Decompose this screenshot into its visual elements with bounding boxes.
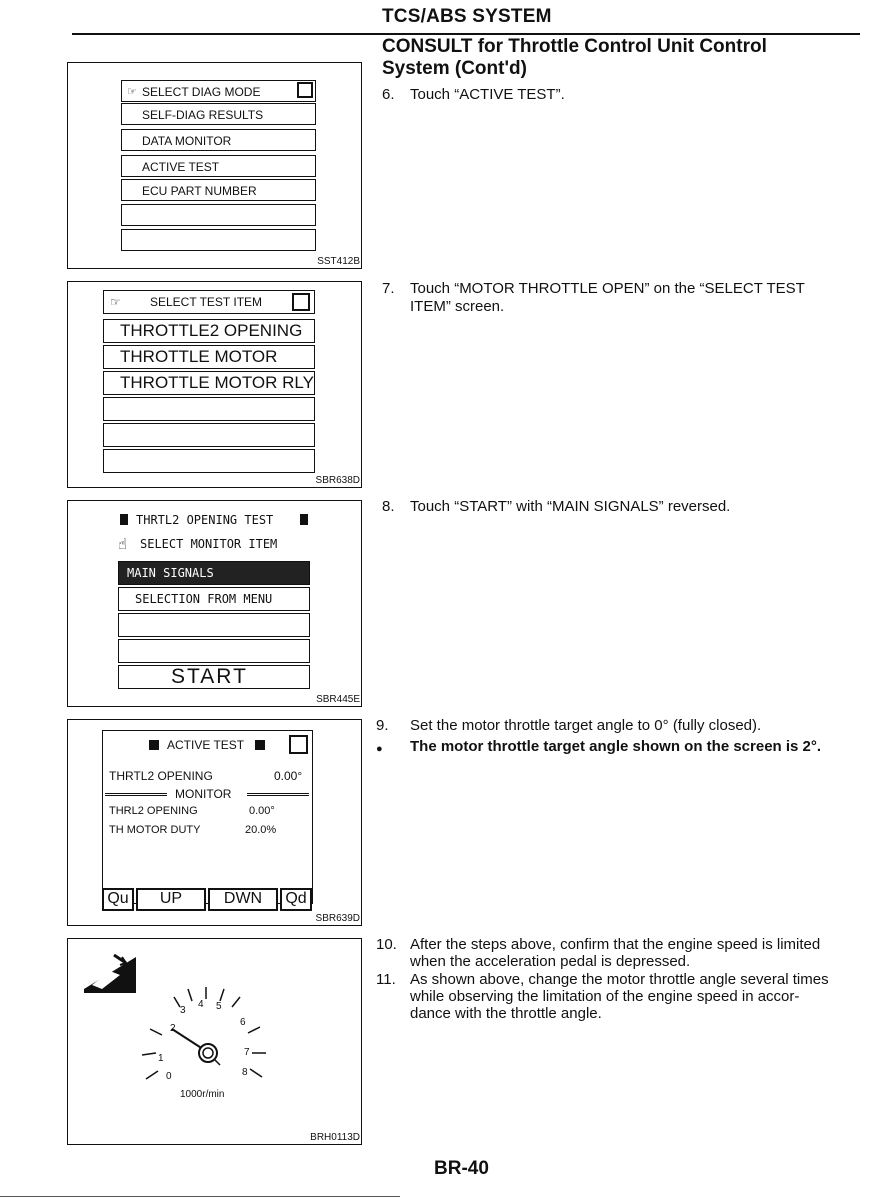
menu-item-empty[interactable]: [118, 613, 310, 637]
menu-item-main-signals-selected[interactable]: [118, 561, 310, 585]
dial-label: 1: [158, 1053, 164, 1064]
menu-item-empty[interactable]: [121, 229, 316, 251]
checkbox-icon[interactable]: [292, 293, 310, 311]
hand-icon: ☝: [118, 535, 128, 553]
monitor-subtitle: SELECT MONITOR ITEM: [140, 537, 278, 551]
menu-item-throttle-motor[interactable]: [103, 345, 315, 369]
hand-icon: ☞: [110, 295, 121, 309]
menu-label: THROTTLE MOTOR RLY: [120, 373, 314, 392]
active-test-screen: [102, 730, 313, 904]
figure-code: SBR445E: [316, 694, 360, 705]
divider-line: [105, 793, 167, 796]
menu-item-self-diag[interactable]: [121, 103, 316, 125]
footer-rule: [0, 1196, 400, 1197]
square-icon: [255, 740, 265, 750]
figure-code: SST412B: [317, 256, 360, 267]
square-icon: [120, 514, 128, 525]
menu-item-empty[interactable]: [118, 639, 310, 663]
step-text-line-2: when the acceleration pedal is depressed.: [410, 953, 691, 970]
active-test-title-row: [149, 738, 265, 754]
dial-unit: 1000r/min: [180, 1089, 225, 1100]
menu-label: ECU PART NUMBER: [142, 184, 257, 198]
bullet-icon: ●: [376, 743, 383, 755]
tick-mark: [248, 1027, 260, 1033]
step-9: [376, 717, 862, 737]
figure-code: BRH0113D: [310, 1132, 360, 1143]
step-6: [382, 86, 862, 106]
up-button[interactable]: UP: [136, 888, 206, 911]
menu-title: SELECT TEST ITEM: [150, 295, 263, 309]
tick-mark: [250, 1069, 262, 1077]
qu-button[interactable]: Qu: [102, 888, 134, 911]
menu-title-item[interactable]: [121, 80, 316, 102]
monitor-subtitle-row: [118, 537, 308, 555]
menu-item-ecu-part-number[interactable]: [121, 179, 316, 201]
row-label: THRTL2 OPENING: [109, 769, 213, 783]
menu-label: THROTTLE2 OPENING: [120, 321, 303, 340]
start-button[interactable]: [118, 665, 310, 689]
down-button[interactable]: DWN: [208, 888, 278, 911]
hand-icon: ☞: [127, 86, 137, 98]
checkbox-icon[interactable]: [297, 82, 313, 98]
page-heading: [382, 36, 852, 80]
step-text-line-2: while observing the limitation of the engine speed in accor-: [410, 988, 800, 1005]
heading-line-2: System (Cont'd): [382, 58, 527, 79]
figure-code: SBR639D: [315, 913, 360, 924]
dial-label: 5: [216, 1001, 222, 1012]
step-10: [376, 936, 862, 972]
step-number: 8.: [382, 498, 395, 515]
dial-label: 6: [240, 1017, 246, 1028]
menu-label: DATA MONITOR: [142, 134, 232, 148]
dial-label: 0: [166, 1071, 172, 1082]
menu-label: MAIN SIGNALS: [127, 566, 214, 580]
tachometer-dial: [128, 969, 288, 1109]
heading-line-1: CONSULT for Throttle Control Unit Control: [382, 36, 767, 57]
menu-title-item: [103, 290, 315, 314]
step-8: [382, 498, 862, 518]
menu-label: SELF-DIAG RESULTS: [142, 108, 264, 122]
step-11: [376, 971, 862, 1025]
figure-monitor-item: [67, 500, 362, 707]
row-value: 0.00°: [274, 769, 303, 783]
tick-mark: [188, 989, 192, 1001]
step-text-line-3: dance with the throttle angle.: [410, 1005, 602, 1022]
menu-item-data-monitor[interactable]: [121, 129, 316, 151]
menu-item-empty[interactable]: [103, 423, 315, 447]
step-text: Touch “ACTIVE TEST”.: [410, 86, 565, 103]
figure-select-test-item: [67, 281, 362, 488]
step-text-line-1: Touch “MOTOR THROTTLE OPEN” on the “SELECT TEST: [410, 280, 805, 297]
tick-mark: [150, 1029, 162, 1035]
dial-label: 7: [244, 1047, 250, 1058]
divider-line: [247, 793, 309, 796]
step-text-line-2: ITEM” screen.: [410, 298, 505, 315]
menu-item-selection-from-menu[interactable]: [118, 587, 310, 611]
dial-label: 3: [180, 1005, 186, 1016]
menu-item-empty[interactable]: [121, 204, 316, 226]
active-test-title: ACTIVE TEST: [167, 738, 245, 752]
qd-button[interactable]: Qd: [280, 888, 312, 911]
section-title: TCS/ABS SYSTEM: [382, 6, 552, 27]
dial-label: 2: [170, 1023, 176, 1034]
square-icon: [300, 514, 308, 525]
start-label: START: [171, 665, 248, 688]
menu-item-throttle-motor-rly[interactable]: [103, 371, 315, 395]
tick-mark: [146, 1071, 158, 1079]
step-text: The motor throttle target angle shown on the screen is 2°.: [410, 738, 822, 755]
menu-item-empty[interactable]: [103, 449, 315, 473]
step-number: 9.: [376, 717, 389, 734]
menu-item-active-test[interactable]: [121, 155, 316, 177]
step-number: 6.: [382, 86, 395, 103]
dial-label: 8: [242, 1067, 248, 1078]
menu-label: THROTTLE MOTOR: [120, 347, 278, 366]
step-7: [382, 280, 862, 320]
step-text-line-1: After the steps above, confirm that the engine speed is limited: [410, 936, 821, 953]
step-number: 11.: [376, 971, 396, 988]
step-text: Set the motor throttle target angle to 0° (fully closed).: [410, 717, 762, 734]
tick-mark: [220, 989, 224, 1001]
menu-label: SELECTION FROM MENU: [135, 592, 273, 606]
page-number: BR-40: [434, 1158, 489, 1179]
test-title-row: [120, 513, 308, 531]
step-text: Touch “START” with “MAIN SIGNALS” reversed.: [410, 498, 731, 515]
tick-mark: [142, 1053, 156, 1055]
menu-item-throttle2-opening[interactable]: [103, 319, 315, 343]
step-note: [376, 738, 862, 758]
figure-select-diag-mode: [67, 62, 362, 269]
figure-active-test: [67, 719, 362, 926]
test-title: THRTL2 OPENING TEST: [136, 513, 274, 527]
figure-code: SBR638D: [315, 475, 360, 486]
menu-label: SELECT DIAG MODE: [142, 85, 261, 99]
dial-label: 4: [198, 999, 204, 1010]
row-label: TH MOTOR DUTY: [109, 824, 201, 836]
step-number: 7.: [382, 280, 395, 297]
row-label: THRL2 OPENING: [109, 805, 198, 817]
square-icon: [149, 740, 159, 750]
monitor-divider: [105, 787, 309, 801]
monitor-label: MONITOR: [175, 787, 232, 801]
checkbox-icon[interactable]: [289, 735, 308, 754]
row-value: 20.0%: [245, 824, 277, 836]
header-rule: [72, 33, 860, 35]
step-text-line-1: As shown above, change the motor throttle angle several times: [410, 971, 829, 988]
menu-label: ACTIVE TEST: [142, 160, 220, 174]
row-value: 0.00°: [249, 805, 275, 817]
menu-item-empty[interactable]: [103, 397, 315, 421]
figure-tachometer: [67, 938, 362, 1145]
step-number: 10.: [376, 936, 397, 953]
tick-mark: [232, 997, 240, 1007]
